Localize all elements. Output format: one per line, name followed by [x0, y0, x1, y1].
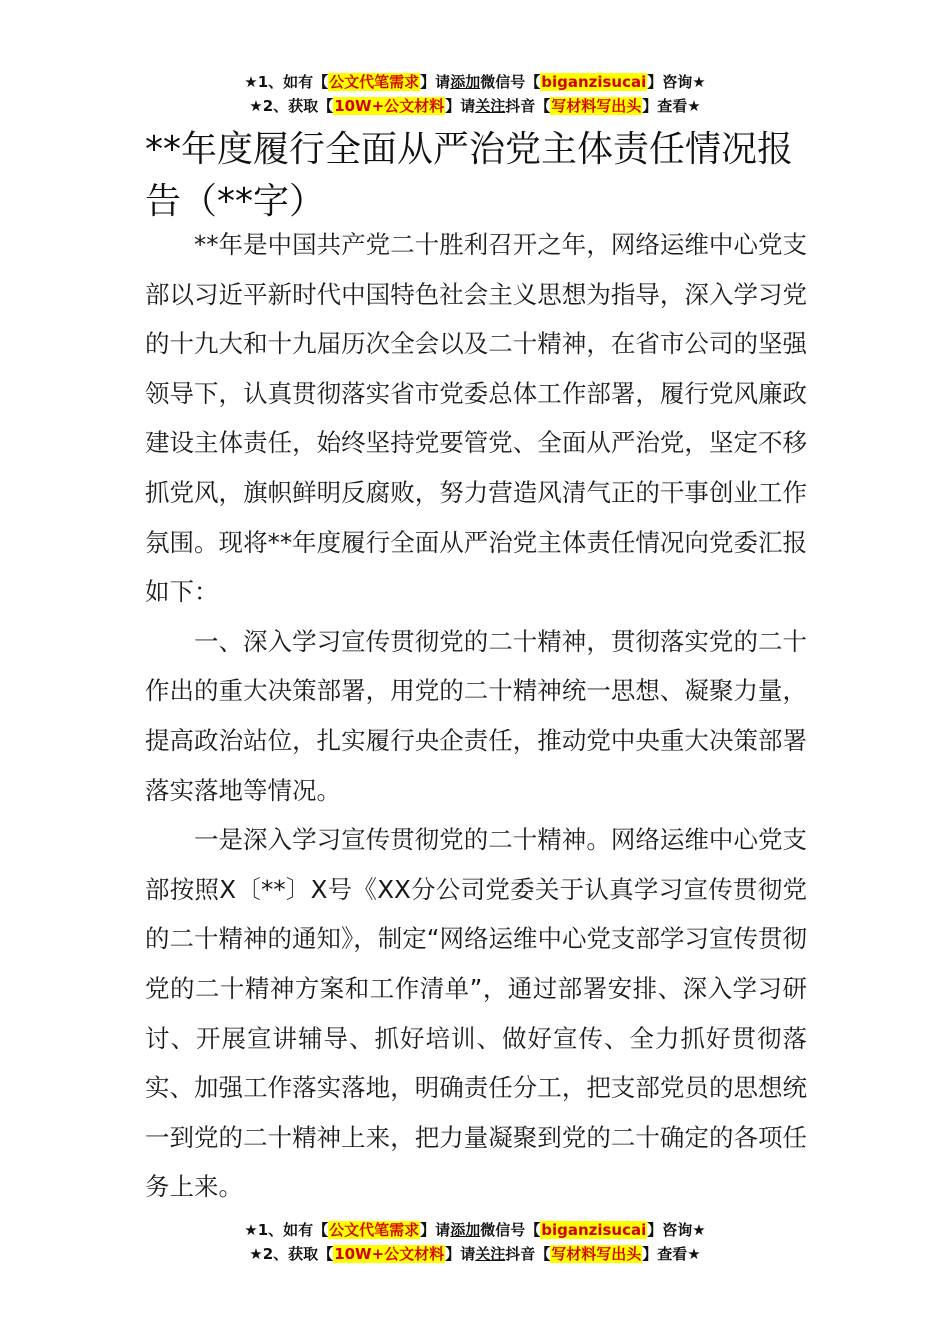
promo-highlight: 10W+公文材料: [334, 1245, 445, 1263]
promo-text: ★2、获取【: [249, 1245, 334, 1263]
promo-text: 】查看★: [642, 97, 701, 115]
promo-text: 】咨询★: [647, 1221, 706, 1239]
promo-highlight: 写材料写出头: [551, 1245, 642, 1263]
promo-text: ★2、获取【: [249, 97, 334, 115]
promo-underlined: 关注: [475, 97, 506, 115]
promo-text: 微信号【: [480, 73, 541, 91]
promo-highlight: 10W+公文材料: [334, 97, 445, 115]
promo-text: 】咨询★: [647, 73, 706, 91]
promo-text: ★1、如有【: [244, 1221, 329, 1239]
promo-text: 抖音【: [505, 1245, 551, 1263]
top-promo-banner: [0, 70, 950, 118]
promo-text: 】请: [420, 1221, 451, 1239]
promo-text: 微信号【: [480, 1221, 541, 1239]
promo-highlight: 写材料写出头: [551, 97, 642, 115]
paragraph-section-heading: 一、深入学习宣传贯彻党的二十精神，贯彻落实党的二十作出的重大决策部署，用党的二十精神统一思想、凝聚力量，提高政治站位，扎实履行央企责任，推动党中央重大决策部署落实落地等情况。: [145, 626, 807, 805]
promo-line-2: [0, 94, 950, 118]
promo-text: 】查看★: [642, 1245, 701, 1263]
promo-highlight: biganzisucai: [541, 73, 647, 91]
promo-line-2: [0, 1242, 950, 1266]
promo-highlight: 公文代笔需求: [329, 73, 420, 91]
paragraph-point-one: 一是深入学习宣传贯彻党的二十精神。网络运维中心党支部按照X〔**〕X号《XX分公司党委关于认真学习宣传贯彻党的二十精神的通知》，制定“网络运维中心党支部学习宣传贯彻党的二十精神方案和工作清单”，通过部署安排、深入学习研讨、开展宣讲辅导、抓好培训、做好宣传、全力抓好贯彻落实、加强工作落实落地，明确责任分工，把支部党员的思想统一到党的二十精神上来，把力量凝聚到党的二十确定的各项任务上来。: [145, 825, 807, 1202]
promo-text: ★1、如有【: [244, 73, 329, 91]
document-body: [145, 220, 807, 1212]
paragraph-intro: **年是中国共产党二十胜利召开之年，网络运维中心党支部以习近平新时代中国特色社会主义思想为指导，深入学习党的十九大和十九届历次全会以及二十精神，在省市公司的坚强领导下，认真贯彻落实省市党委总体工作部署，履行党风廉政建设主体责任，始终坚持党要管党、全面从严治党，坚定不移抓党风，旗帜鲜明反腐败，努力营造风清气正的干事创业工作氛围。现将**年度履行全面从严治党主体责任情况向党委汇报如下：: [145, 230, 807, 607]
promo-underlined: 添加: [450, 1221, 481, 1239]
bottom-promo-banner: [0, 1218, 950, 1266]
promo-text: 抖音【: [505, 97, 551, 115]
promo-text: 】请: [420, 73, 451, 91]
promo-highlight: biganzisucai: [541, 1221, 647, 1239]
promo-text: 】请: [445, 97, 476, 115]
promo-highlight: 公文代笔需求: [329, 1221, 420, 1239]
promo-line-1: [0, 70, 950, 94]
promo-line-1: [0, 1218, 950, 1242]
promo-underlined: 关注: [475, 1245, 506, 1263]
promo-underlined: 添加: [450, 73, 481, 91]
promo-text: 】请: [445, 1245, 476, 1263]
document-title: **年度履行全面从严治党主体责任情况报告（**字）: [145, 129, 794, 222]
